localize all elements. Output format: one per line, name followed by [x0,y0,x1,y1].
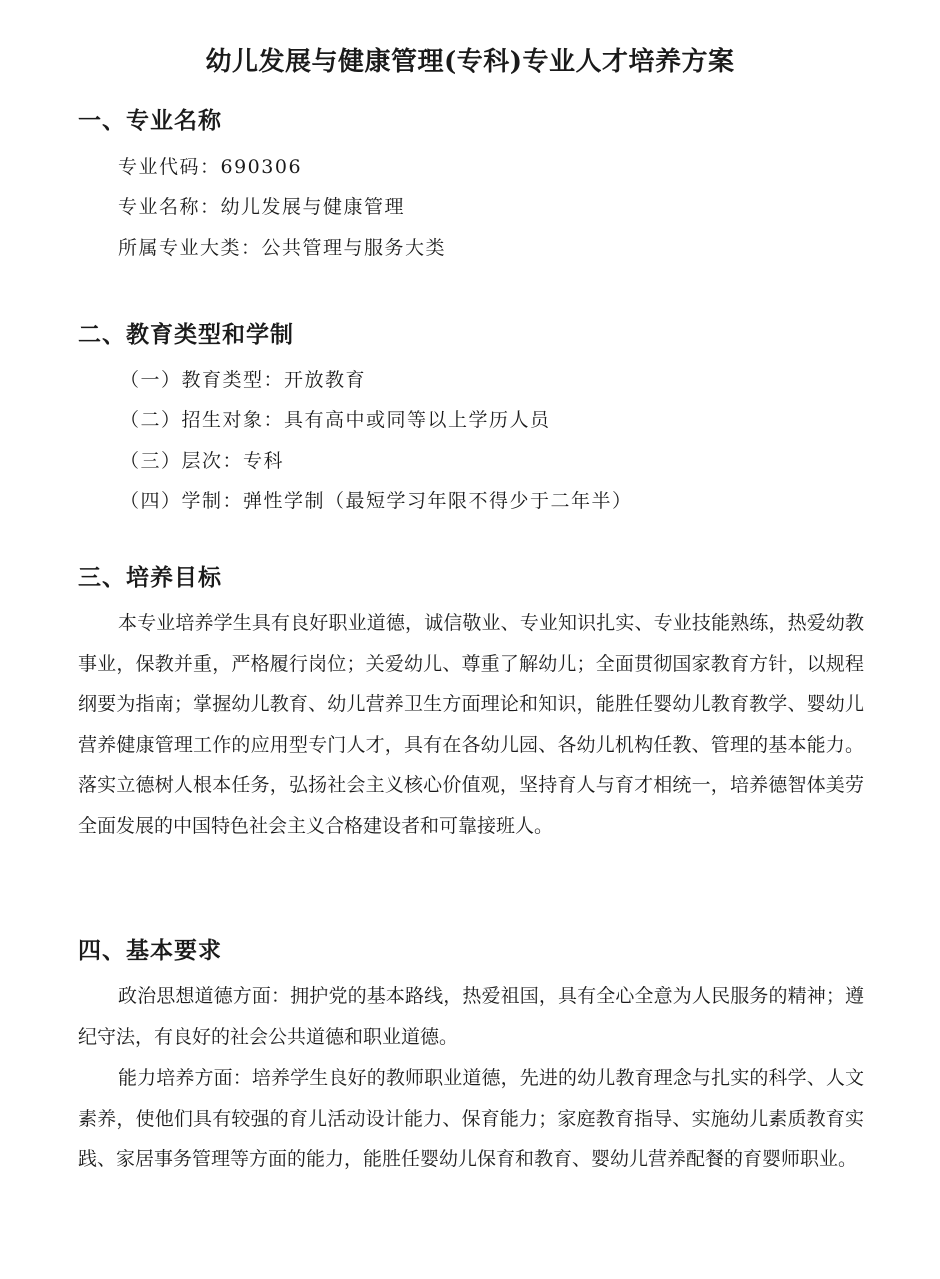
list-item: （三）层次：专科 [120,450,285,472]
training-goals-paragraph: 本专业培养学生具有良好职业道德，诚信敬业、专业知识扎实、专业技能熟练，热爱幼教事业，保教并重，严格履行岗位；关爱幼儿、尊重了解幼儿；全面贯彻国家教育方针，以规程纲要为指南；掌握幼儿教育、幼儿营养卫生方面理论和知识，能胜任婴幼儿教育教学、婴幼儿营养健康管理工作的应用型专门人才，具有在各幼儿园、各幼儿机构任教、管理的基本能力。落实立德树人根本任务，弘扬社会主义核心价值观，坚持育人与育才相统一，培养德智体美劳全面发展的中国特色社会主义合格建设者和可靠接班人。 [78,612,864,837]
requirements-paragraph-ability: 能力培养方面：培养学生良好的教师职业道德，先进的幼儿教育理念与扎实的科学、人文素养，使他们具有较强的育儿活动设计能力、保育能力；家庭教育指导、实施幼儿素质教育实践、家居事务管理等方面的能力，能胜任婴幼儿保育和教育、婴幼儿营养配餐的育婴师职业。 [78,1067,864,1170]
major-name: 专业名称：幼儿发展与健康管理 [118,196,406,218]
requirements-paragraph-political: 政治思想道德方面：拥护党的基本路线，热爱祖国，具有全心全意为人民服务的精神；遵纪守法，有良好的社会公共道德和职业道德。 [78,985,864,1048]
section-heading-training-goals: 三、培养目标 [78,564,222,591]
section-heading-major-name: 一、专业名称 [78,107,222,134]
list-item: （一）教育类型：开放教育 [120,369,367,391]
major-category: 所属专业大类：公共管理与服务大类 [118,237,447,259]
section-heading-basic-requirements: 四、基本要求 [78,937,222,964]
list-item: （四）学制：弹性学制（最短学习年限不得少于二年半） [120,490,633,512]
list-item: （二）招生对象：具有高中或同等以上学历人员 [120,409,551,431]
section-heading-education-type: 二、教育类型和学制 [78,321,294,348]
document-title: 幼儿发展与健康管理(专科)专业人才培养方案 [205,47,735,77]
major-code: 专业代码：690306 [118,156,303,178]
